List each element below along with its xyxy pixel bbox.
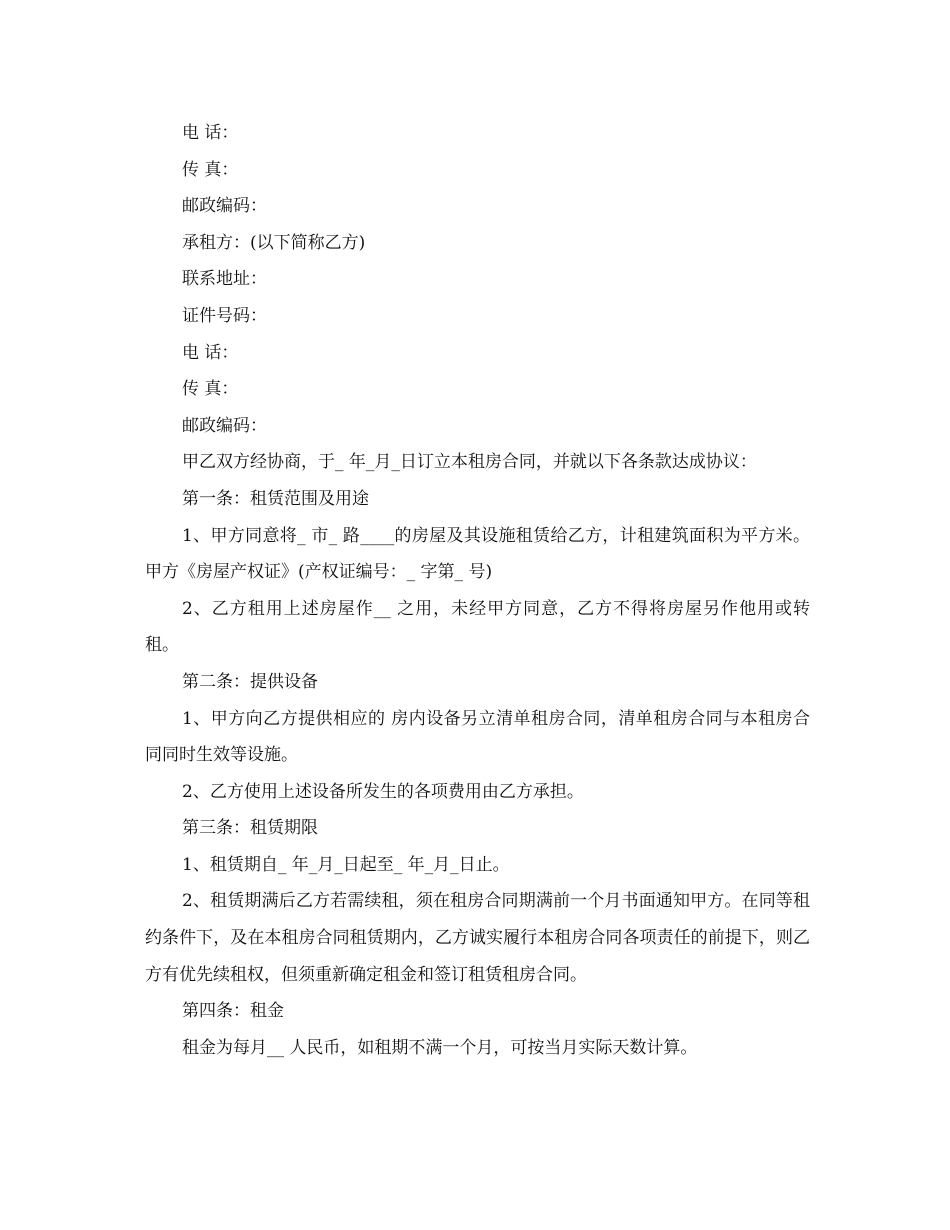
article-2-heading: 第二条：提供设备	[182, 671, 318, 692]
lessor-postcode-line: 邮政编码：	[182, 196, 267, 217]
document-body	[145, 115, 810, 1066]
lessee-address-line: 联系地址：	[182, 269, 267, 290]
article-2-clause-1: 1、甲方向乙方提供相应的 房内设备另立清单租房合同，清单租房合同与本租房合同同时生效等设施。	[145, 708, 810, 766]
article-3-clause-2: 2、租赁期满后乙方若需续租，须在租房合同期满前一个月书面通知甲方。在同等租约条件下，及在本租房合同租赁期内，乙方诚实履行本租房合同各项责任的前提下，则乙方有优先续租权，但须重新确定租金和签订租赁租房合同。	[145, 891, 810, 985]
article-4-heading: 第四条：租金	[182, 1001, 284, 1022]
lessee-postcode-line: 邮政编码：	[182, 415, 267, 436]
article-1-heading: 第一条：租赁范围及用途	[182, 488, 369, 509]
article-1-clause-2: 2、乙方租用上述房屋作__ 之用，未经甲方同意，乙方不得将房屋另作他用或转租。	[145, 598, 810, 656]
lessee-id-line: 证件号码：	[182, 305, 267, 326]
article-4-clause: 租金为每月__ 人民币，如租期不满一个月，可按当月实际天数计算。	[182, 1037, 698, 1058]
lessee-phone-line: 电 话：	[182, 342, 239, 363]
lessee-fax-line: 传 真：	[182, 379, 239, 400]
article-3-clause-1: 1、租赁期自_ 年_月_日起至_ 年_月_日止。	[182, 854, 510, 875]
article-2-clause-2: 2、乙方使用上述设备所发生的各项费用由乙方承担。	[182, 781, 584, 802]
article-1-clause-1: 1、甲方同意将_ 市_ 路____的房屋及其设施租赁给乙方，计租建筑面积为平方米。甲方《房屋产权证》(产权证编号：_ 字第_ 号)	[145, 525, 810, 583]
article-3-heading: 第三条：租赁期限	[182, 818, 318, 839]
lessor-phone-line: 电 话：	[182, 123, 239, 143]
lessor-fax-line: 传 真：	[182, 159, 239, 180]
lessee-heading: 承租方：(以下简称乙方)	[182, 232, 366, 253]
agreement-intro: 甲乙双方经协商，于_ 年_月_日订立本租房合同，并就以下各条款达成协议：	[182, 452, 757, 473]
